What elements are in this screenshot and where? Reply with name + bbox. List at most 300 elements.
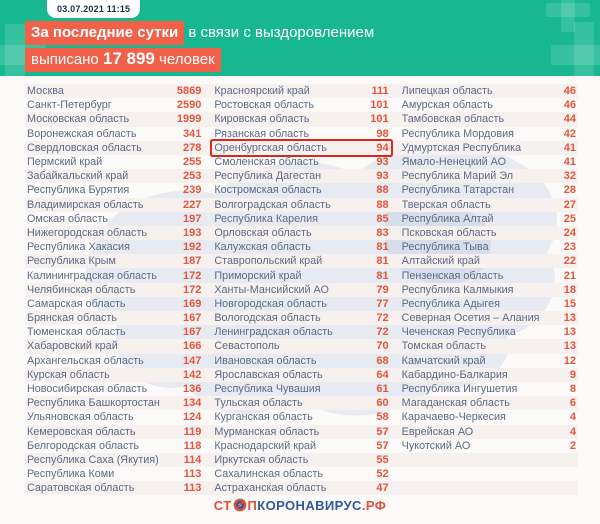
region-value: 70 bbox=[376, 340, 389, 353]
region-value: 187 bbox=[182, 255, 202, 268]
region-cell bbox=[25, 425, 203, 439]
region-name: Республика Карелия bbox=[214, 212, 318, 225]
region-cell bbox=[212, 368, 390, 382]
region-name: Алтайский край bbox=[401, 255, 480, 268]
region-name: Республика Калмыкия bbox=[401, 283, 514, 296]
region-name: Республика Крым bbox=[27, 255, 116, 268]
region-cell bbox=[212, 198, 390, 212]
region-name: Кемеровская область bbox=[27, 425, 136, 438]
region-value: 81 bbox=[376, 269, 389, 282]
table-row bbox=[25, 283, 578, 297]
table-row bbox=[25, 198, 578, 212]
timestamp-badge: 03.07.2021 11:15 bbox=[47, 0, 140, 18]
region-name: Новосибирская область bbox=[27, 383, 148, 396]
table-row bbox=[25, 141, 578, 155]
region-cell bbox=[25, 453, 203, 467]
region-name: Сахалинская область bbox=[214, 468, 324, 481]
region-cell bbox=[25, 368, 203, 382]
region-name: Пензенская область bbox=[401, 269, 504, 282]
region-value: 81 bbox=[376, 255, 389, 268]
region-name: Волгоградская область bbox=[214, 198, 331, 211]
region-value: 124 bbox=[182, 411, 202, 424]
region-name: Магаданская область bbox=[401, 397, 510, 410]
region-name: Челябинская область bbox=[27, 283, 136, 296]
region-name: Северная Осетия – Алания bbox=[401, 312, 540, 325]
region-name: Ульяновская область bbox=[27, 411, 134, 424]
region-value: 227 bbox=[182, 198, 202, 211]
region-cell bbox=[212, 325, 390, 339]
logo-text-rf: .РФ bbox=[361, 498, 387, 513]
region-cell bbox=[400, 382, 578, 396]
region-cell bbox=[25, 283, 203, 297]
region-value: 111 bbox=[371, 85, 389, 98]
region-cell bbox=[25, 98, 203, 112]
headline-line1 bbox=[25, 24, 374, 41]
region-value: 72 bbox=[376, 326, 389, 339]
region-value: 81 bbox=[376, 241, 389, 254]
virus-icon bbox=[233, 498, 247, 515]
region-value: 77 bbox=[376, 297, 389, 310]
region-name: Курская область bbox=[27, 368, 110, 381]
region-name: Московская область bbox=[27, 113, 130, 126]
region-cell bbox=[25, 169, 203, 183]
table-row bbox=[25, 155, 578, 169]
discharged-count: 17 899 bbox=[102, 49, 155, 68]
region-value: 239 bbox=[182, 184, 202, 197]
region-value: 64 bbox=[376, 368, 389, 381]
region-value: 79 bbox=[376, 283, 389, 296]
region-name: Республика Саха (Якутия) bbox=[27, 453, 159, 466]
region-name: Ямало-Ненецкий АО bbox=[401, 156, 507, 169]
region-value: 15 bbox=[563, 297, 576, 310]
region-cell bbox=[212, 127, 390, 141]
table-row bbox=[25, 297, 578, 311]
region-value: 21 bbox=[563, 269, 576, 282]
region-name: Республика Коми bbox=[27, 468, 115, 481]
region-name: Свердловская область bbox=[27, 141, 142, 154]
region-value: 197 bbox=[182, 212, 202, 225]
region-cell bbox=[400, 354, 578, 368]
region-value: 6 bbox=[569, 397, 576, 410]
region-value: 88 bbox=[376, 184, 389, 197]
region-value: 52 bbox=[376, 468, 389, 481]
region-cell bbox=[400, 155, 578, 169]
region-cell bbox=[212, 439, 390, 453]
region-name: Орловская область bbox=[214, 226, 312, 239]
region-cell bbox=[400, 254, 578, 268]
region-cell bbox=[400, 368, 578, 382]
region-value: 9 bbox=[569, 368, 576, 381]
region-name: Тюменская область bbox=[27, 326, 126, 339]
region-value: 113 bbox=[183, 482, 202, 495]
region-value: 2 bbox=[569, 439, 576, 452]
region-cell bbox=[25, 439, 203, 453]
region-value: 46 bbox=[563, 99, 576, 112]
region-name: Ивановская область bbox=[214, 354, 317, 367]
region-value: 2590 bbox=[176, 99, 202, 112]
region-name: Архангельская область bbox=[27, 354, 144, 367]
region-value: 114 bbox=[183, 453, 202, 466]
region-cell bbox=[400, 240, 578, 254]
region-cell bbox=[400, 127, 578, 141]
table-row bbox=[25, 481, 578, 495]
region-cell bbox=[212, 396, 390, 410]
region-cell bbox=[212, 84, 390, 98]
region-name: Ханты-Мансийский АО bbox=[214, 283, 329, 296]
region-value: 172 bbox=[182, 283, 202, 296]
region-value: 136 bbox=[182, 383, 202, 396]
region-cell bbox=[25, 481, 203, 495]
region-value: 253 bbox=[182, 170, 202, 183]
region-name: Нижегородская область bbox=[27, 226, 148, 239]
region-name: Костромская область bbox=[214, 184, 322, 197]
region-value: 68 bbox=[376, 354, 389, 367]
region-name: Республика Алтай bbox=[401, 212, 494, 225]
region-cell bbox=[212, 268, 390, 282]
region-cell bbox=[25, 339, 203, 353]
region-cell bbox=[400, 98, 578, 112]
region-name: Тульская область bbox=[214, 397, 303, 410]
region-cell bbox=[400, 112, 578, 126]
table-row bbox=[25, 183, 578, 197]
region-name: Ленинградская область bbox=[214, 326, 333, 339]
region-cell bbox=[212, 311, 390, 325]
table-row bbox=[25, 325, 578, 339]
region-name: Кабардино-Балкария bbox=[401, 368, 508, 381]
region-name: Республика Марий Эл bbox=[401, 170, 514, 183]
region-name: Удмуртская Республика bbox=[401, 141, 522, 154]
regions-table bbox=[0, 76, 600, 495]
region-cell bbox=[212, 240, 390, 254]
region-name: Тамбовская область bbox=[401, 113, 505, 126]
region-name: Карачаево-Черкесия bbox=[401, 411, 506, 424]
region-cell bbox=[400, 84, 578, 98]
region-name: Саратовская область bbox=[27, 482, 135, 495]
region-name: Ставропольский край bbox=[214, 255, 323, 268]
region-value: 72 bbox=[376, 312, 389, 325]
logo-text-st: СТ bbox=[213, 498, 232, 513]
region-cell bbox=[400, 311, 578, 325]
region-cell bbox=[212, 254, 390, 268]
region-cell bbox=[212, 283, 390, 297]
region-name: Республика Мордовия bbox=[401, 127, 514, 140]
region-name: Камчатский край bbox=[401, 354, 486, 367]
region-cell bbox=[25, 127, 203, 141]
table-row bbox=[25, 382, 578, 396]
region-cell bbox=[212, 212, 390, 226]
headline-rest: в связи с выздоровлением bbox=[184, 24, 375, 41]
region-name: Ростовская область bbox=[214, 99, 315, 112]
region-value: 55 bbox=[376, 453, 389, 466]
region-value: 13 bbox=[563, 312, 576, 325]
region-name: Санкт-Петербург bbox=[27, 99, 112, 112]
region-value: 167 bbox=[182, 312, 202, 325]
discharged-statement: выписано 17 899 человек bbox=[25, 48, 221, 72]
region-value: 22 bbox=[563, 255, 576, 268]
region-name: Республика Бурятия bbox=[27, 184, 130, 197]
region-cell bbox=[25, 198, 203, 212]
region-cell bbox=[212, 297, 390, 311]
region-value: 42 bbox=[563, 127, 576, 140]
table-row bbox=[25, 354, 578, 368]
region-value: 169 bbox=[182, 297, 202, 310]
region-name: Белгородская область bbox=[27, 439, 139, 452]
region-cell bbox=[25, 84, 203, 98]
region-cell bbox=[212, 155, 390, 169]
region-cell bbox=[212, 481, 390, 495]
table-row bbox=[25, 169, 578, 183]
table-row bbox=[25, 226, 578, 240]
region-cell bbox=[212, 467, 390, 481]
table-row bbox=[25, 339, 578, 353]
logo-text-coronavirus: КОРОНАВИРУС bbox=[257, 498, 362, 513]
table-row bbox=[25, 84, 578, 98]
region-value: 57 bbox=[376, 439, 389, 452]
region-name: Республика Тыва bbox=[401, 241, 489, 254]
region-cell bbox=[25, 141, 203, 155]
region-name: Томская область bbox=[401, 340, 487, 353]
region-value: 147 bbox=[182, 354, 202, 367]
region-value: 255 bbox=[182, 156, 202, 169]
region-cell bbox=[25, 311, 203, 325]
region-value: 41 bbox=[563, 141, 576, 154]
region-value: 61 bbox=[376, 383, 389, 396]
table-row bbox=[25, 396, 578, 410]
region-name: Курганская область bbox=[214, 411, 313, 424]
table-row bbox=[25, 453, 578, 467]
table-row bbox=[25, 368, 578, 382]
region-cell bbox=[25, 155, 203, 169]
region-name: Республика Татарстан bbox=[401, 184, 515, 197]
region-cell bbox=[400, 169, 578, 183]
region-value: 1999 bbox=[176, 113, 202, 126]
table-row bbox=[25, 98, 578, 112]
region-name: Чукотский АО bbox=[401, 439, 471, 452]
region-name: Брянская область bbox=[27, 312, 117, 325]
region-cell bbox=[212, 410, 390, 424]
region-name: Амурская область bbox=[401, 99, 493, 112]
region-name: Хабаровский край bbox=[27, 340, 118, 353]
region-cell bbox=[400, 467, 578, 481]
region-cell bbox=[212, 354, 390, 368]
table-row bbox=[25, 425, 578, 439]
region-value: 12 bbox=[563, 354, 576, 367]
region-cell bbox=[400, 396, 578, 410]
region-value: 60 bbox=[376, 397, 389, 410]
region-cell bbox=[400, 198, 578, 212]
region-cell bbox=[400, 283, 578, 297]
region-name: Тверская область bbox=[401, 198, 491, 211]
region-cell bbox=[212, 183, 390, 197]
region-value: 4 bbox=[569, 425, 576, 438]
region-name: Омская область bbox=[27, 212, 109, 225]
region-cell bbox=[212, 98, 390, 112]
region-name: Иркутская область bbox=[214, 453, 309, 466]
region-value: 41 bbox=[563, 156, 576, 169]
region-name: Самарская область bbox=[27, 297, 126, 310]
table-row bbox=[25, 410, 578, 424]
stopcoronavirus-logo bbox=[0, 498, 600, 515]
region-name: Астраханская область bbox=[214, 482, 327, 495]
region-value: 18 bbox=[563, 283, 576, 296]
table-row bbox=[25, 212, 578, 226]
region-cell bbox=[400, 297, 578, 311]
region-value: 25 bbox=[563, 212, 576, 225]
region-value: 8 bbox=[569, 383, 576, 396]
region-cell bbox=[25, 410, 203, 424]
region-cell bbox=[400, 425, 578, 439]
region-cell bbox=[212, 226, 390, 240]
table-row bbox=[25, 127, 578, 141]
region-name: Липецкая область bbox=[401, 85, 493, 98]
region-cell bbox=[25, 325, 203, 339]
region-cell bbox=[212, 112, 390, 126]
region-name: Красноярский край bbox=[214, 85, 310, 98]
header-banner bbox=[0, 0, 600, 76]
table-row bbox=[25, 467, 578, 481]
region-value: 118 bbox=[183, 439, 202, 452]
region-name: Забайкальский край bbox=[27, 170, 129, 183]
region-value: 172 bbox=[182, 269, 202, 282]
region-value: 93 bbox=[376, 156, 389, 169]
region-name: Пермский край bbox=[27, 156, 103, 169]
region-value: 47 bbox=[376, 482, 389, 495]
region-value: 83 bbox=[376, 226, 389, 239]
region-name: Смоленская область bbox=[214, 156, 319, 169]
region-cell bbox=[400, 226, 578, 240]
region-value: 5869 bbox=[176, 85, 202, 98]
region-name: Севастополь bbox=[214, 340, 280, 353]
region-cell bbox=[400, 268, 578, 282]
region-cell-highlighted bbox=[212, 141, 390, 155]
table-row bbox=[25, 268, 578, 282]
region-cell bbox=[212, 382, 390, 396]
region-value: 101 bbox=[370, 99, 389, 112]
region-cell bbox=[400, 410, 578, 424]
region-cell bbox=[212, 453, 390, 467]
region-cell bbox=[400, 141, 578, 155]
region-name: Калужская область bbox=[214, 241, 311, 254]
region-name: Республика Ингушетия bbox=[401, 383, 518, 396]
region-value: 119 bbox=[183, 425, 202, 438]
region-name: Республика Дагестан bbox=[214, 170, 322, 183]
region-cell bbox=[25, 183, 203, 197]
region-cell bbox=[400, 183, 578, 197]
region-value: 167 bbox=[182, 326, 202, 339]
region-cell bbox=[25, 226, 203, 240]
headline-line2 bbox=[25, 49, 221, 69]
region-cell bbox=[25, 396, 203, 410]
region-cell bbox=[400, 453, 578, 467]
region-name: Владимирская область bbox=[27, 198, 144, 211]
region-name: Приморский край bbox=[214, 269, 302, 282]
region-name: Рязанская область bbox=[214, 127, 310, 140]
table-row bbox=[25, 439, 578, 453]
region-value: 93 bbox=[376, 170, 389, 183]
region-cell bbox=[400, 325, 578, 339]
region-name: Чеченская Республика bbox=[401, 326, 516, 339]
region-value: 94 bbox=[376, 141, 389, 154]
region-cell bbox=[400, 439, 578, 453]
region-name: Воронежская область bbox=[27, 127, 137, 140]
region-cell bbox=[400, 481, 578, 495]
region-name: Мурманская область bbox=[214, 425, 320, 438]
region-value: 4 bbox=[569, 411, 576, 424]
region-cell bbox=[25, 354, 203, 368]
region-value: 57 bbox=[376, 425, 389, 438]
region-cell bbox=[25, 382, 203, 396]
regions-section bbox=[0, 76, 600, 524]
region-cell bbox=[25, 297, 203, 311]
region-value: 13 bbox=[563, 340, 576, 353]
region-name: Москва bbox=[27, 85, 64, 98]
region-cell bbox=[212, 169, 390, 183]
region-value: 101 bbox=[370, 113, 389, 126]
region-cell bbox=[25, 112, 203, 126]
region-value: 27 bbox=[563, 198, 576, 211]
region-cell bbox=[212, 425, 390, 439]
region-value: 85 bbox=[376, 212, 389, 225]
region-cell bbox=[25, 467, 203, 481]
region-name: Республика Адыгея bbox=[401, 297, 500, 310]
region-name: Новгородская область bbox=[214, 297, 327, 310]
region-value: 28 bbox=[563, 184, 576, 197]
region-value: 23 bbox=[563, 241, 576, 254]
region-value: 44 bbox=[563, 113, 576, 126]
region-name: Еврейская АО bbox=[401, 425, 474, 438]
region-name: Кировская область bbox=[214, 113, 310, 126]
region-name: Краснодарский край bbox=[214, 439, 317, 452]
region-value: 142 bbox=[182, 368, 202, 381]
table-row bbox=[25, 311, 578, 325]
region-value: 13 bbox=[563, 326, 576, 339]
region-value: 278 bbox=[182, 141, 202, 154]
region-name: Псковская область bbox=[401, 226, 497, 239]
region-value: 192 bbox=[182, 241, 202, 254]
logo-text-p: П bbox=[247, 498, 258, 513]
region-cell bbox=[25, 268, 203, 282]
region-value: 46 bbox=[563, 85, 576, 98]
region-value: 113 bbox=[183, 468, 202, 481]
headline-highlight: За последние сутки bbox=[25, 21, 184, 45]
region-name: Оренбургская область bbox=[214, 141, 327, 154]
region-value: 58 bbox=[376, 411, 389, 424]
region-value: 24 bbox=[563, 226, 576, 239]
region-name: Ярославская область bbox=[214, 368, 323, 381]
table-row bbox=[25, 112, 578, 126]
region-cell bbox=[400, 212, 578, 226]
region-value: 193 bbox=[182, 226, 202, 239]
region-value: 98 bbox=[376, 127, 389, 140]
region-value: 32 bbox=[563, 170, 576, 183]
region-name: Вологодская область bbox=[214, 312, 321, 325]
region-value: 88 bbox=[376, 198, 389, 211]
region-value: 166 bbox=[182, 340, 202, 353]
region-value: 341 bbox=[182, 127, 202, 140]
region-cell bbox=[212, 339, 390, 353]
region-name: Республика Чувашия bbox=[214, 383, 321, 396]
region-cell bbox=[400, 339, 578, 353]
region-value: 134 bbox=[182, 397, 202, 410]
table-row bbox=[25, 254, 578, 268]
region-name: Республика Башкортостан bbox=[27, 397, 160, 410]
region-name: Калининградская область bbox=[27, 269, 158, 282]
region-name: Республика Хакасия bbox=[27, 241, 130, 254]
region-cell bbox=[25, 212, 203, 226]
region-cell bbox=[25, 240, 203, 254]
region-cell bbox=[25, 254, 203, 268]
plus-icon bbox=[551, 22, 600, 76]
